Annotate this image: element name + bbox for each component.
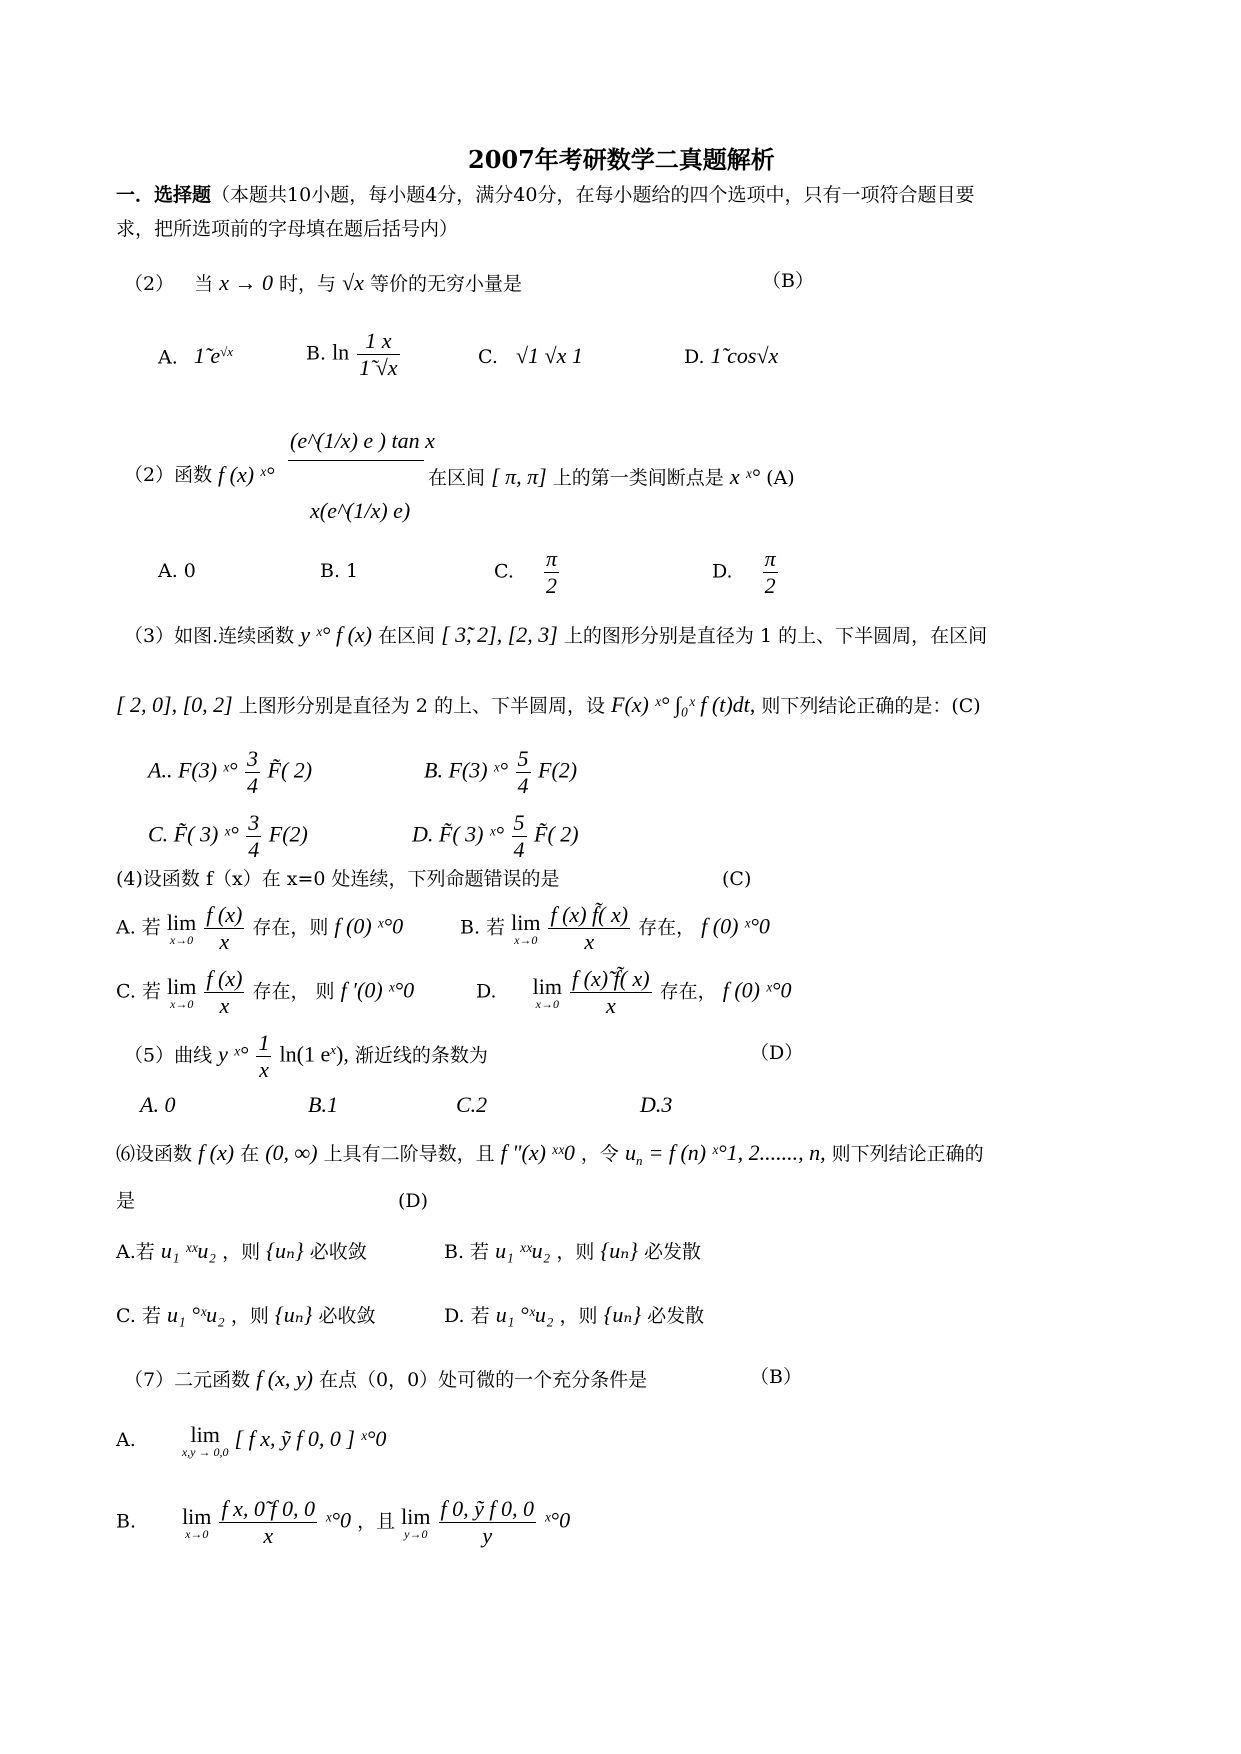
question-1-stem: [124, 272, 522, 294]
q3-opt-b-den: 4: [517, 773, 529, 798]
q3-opt-d-label: D. F̃( 3) ˣ°: [412, 821, 504, 847]
q6-option-a: [116, 1240, 367, 1262]
q7-b-mid: ，且: [357, 1510, 396, 1533]
q1-answer: （B）: [762, 270, 814, 292]
q2-fx: f (x) ˣ°: [218, 462, 275, 487]
q5-stem-b: 渐近线的条数为: [354, 1044, 488, 1067]
q6-answer: (D): [398, 1190, 429, 1212]
q1-opt-a-label: A.: [158, 346, 178, 369]
q6-stem-e: 则下列结论正确的: [831, 1143, 984, 1165]
q6-un: u: [624, 1140, 636, 1165]
q1-opt-c-label: C.: [478, 346, 498, 368]
q7-option-a: [116, 1424, 386, 1458]
q6-stem-line2: 是: [116, 1190, 136, 1212]
q4-c-tail2: f ′(0) ˣ°0: [340, 977, 415, 1003]
q1-opt-b-label: B.: [306, 342, 327, 365]
q1-option-c: [478, 345, 583, 367]
q1-option-b: [306, 330, 402, 379]
q2-stem-b: 在区间: [428, 467, 486, 489]
q4-a-tail2: f (0) ˣ°0: [334, 913, 404, 939]
q6-c-label: C. 若: [116, 1305, 161, 1327]
q4-a-label: A. 若: [116, 916, 161, 939]
q6-un-sub: n: [635, 1152, 643, 1168]
q6-cond: f "(x) ˣˣ0: [500, 1140, 575, 1165]
q3-option-c: [148, 812, 308, 861]
q7-stem-b: 在点（0，0）处可微的一个充分条件是: [318, 1369, 648, 1391]
q4-answer: (C): [722, 868, 752, 890]
q7-b-den: x: [263, 1523, 274, 1548]
q6-stem-a: ⑹设函数: [116, 1143, 193, 1165]
q3-line2-b: 则下列结论正确的是：(C): [761, 695, 981, 717]
q3-line1-b: 在区间: [378, 625, 436, 647]
q6-d-end: 必发散: [647, 1305, 705, 1327]
q2-opt-c-num: π: [545, 546, 557, 571]
q4-stem: (4)设函数 f（x）在 x=0 处连续，下列命题错误的是: [116, 868, 560, 890]
q7-b-num2: f 0, ỹ f 0, 0: [440, 1496, 535, 1521]
q6-b-cond: u₁ ˣˣu₂: [495, 1238, 551, 1263]
q7-b-num: f x, 0̃ f 0, 0: [221, 1496, 315, 1521]
q3-option-d: [412, 812, 579, 861]
q4-d-tail1: 存在，: [659, 980, 717, 1003]
q2-opt-d-label: D.: [712, 560, 733, 583]
q3-opt-c-den: 4: [248, 837, 260, 862]
q4-d-tail2: f (0) ˣ°0: [722, 977, 792, 1003]
q3-opt-a-den: 4: [247, 773, 259, 798]
q6-c-tail: ，则: [230, 1305, 269, 1327]
q5-math-sup: x: [330, 1042, 336, 1058]
q4-option-a: [116, 904, 403, 953]
q6-d-label: D. 若: [444, 1305, 490, 1327]
q3-opt-d-num: 5: [513, 810, 525, 835]
q6-c-cond: u₁ °ˣu₂: [167, 1302, 225, 1327]
q3-line2: [116, 694, 981, 716]
q3-line2-math: F(x) ˣ° ∫₀ˣ f (t)dt,: [611, 692, 756, 717]
q6-b-set: {uₙ}: [600, 1238, 638, 1263]
q4-a-sub: x→0: [169, 932, 194, 947]
q1-stem-c: 等价的无穷小量是: [369, 273, 522, 295]
q7-a-expr: [ f x, ỹ f 0, 0 ] ˣ°0: [234, 1426, 387, 1451]
q4-c-den: x: [219, 993, 230, 1018]
q5-math-close: ),: [336, 1041, 349, 1067]
q3-line1-c: 上的图形分别是直径为 1 的上、下半圆周，在区间: [563, 625, 988, 647]
q7-answer: （B）: [750, 1366, 802, 1388]
q6-a-cond: u₁ ˣˣu₂: [160, 1238, 217, 1263]
q3-opt-d-tail: F̃( 2): [534, 821, 579, 847]
q2-xeq: x ˣ°: [729, 464, 761, 489]
q4-a-num: f (x): [206, 902, 243, 927]
q3-line1-a: （3）如图.连续函数: [124, 625, 295, 647]
q6-d-cond: u₁ °ˣu₂: [495, 1302, 554, 1327]
q6-stem-c: 上具有二阶导数，且: [323, 1143, 495, 1165]
q5-answer: （D）: [750, 1042, 804, 1064]
q3-line2-a: 上图形分别是直径为 2 的上、下半圆周，设: [238, 695, 605, 717]
q6-fx: f (x): [198, 1140, 235, 1165]
q6-stem-d: ，令: [580, 1143, 619, 1165]
q7-fxy: f (x, y): [256, 1366, 313, 1391]
q3-opt-d-den: 4: [513, 837, 525, 862]
q4-b-tail2: f (0) ˣ°0: [701, 913, 770, 939]
q3-line1: [124, 624, 987, 646]
q6-un-eq: = f (n) ˣ°1, 2......., n,: [648, 1140, 826, 1165]
q4-option-b: [460, 904, 770, 953]
q2-answer: (A): [766, 467, 795, 489]
q1-opt-a-sup: √x: [220, 344, 233, 359]
q3-option-a: [148, 748, 312, 797]
q4-c-sub: x→0: [170, 996, 194, 1011]
q4-b-label: B. 若: [460, 916, 506, 939]
page-title: 2007年考研数学二真题解析: [468, 145, 775, 174]
q6-c-end: 必收敛: [318, 1305, 376, 1327]
q4-b-num: f (x) f̃( x): [550, 902, 629, 927]
q6-a-end: 必收敛: [309, 1241, 367, 1263]
q6-stem: [116, 1142, 984, 1167]
q3-opt-c-label: C. F̃( 3) ˣ°: [148, 821, 239, 847]
q5-math-y: y ˣ°: [218, 1041, 249, 1067]
q3-opt-b-num: 5: [517, 746, 529, 771]
q4-d-label: D.: [476, 980, 497, 1003]
q7-b-sub: x→0: [185, 1526, 209, 1541]
q5-math-tail: ln(1 e: [279, 1041, 331, 1067]
q3-opt-a-label: A.. F(3) ˣ°: [148, 757, 238, 783]
q6-c-set: {uₙ}: [274, 1302, 313, 1327]
q2-numerator: (e^(1/x) e ) tan x: [290, 428, 435, 453]
q5-option-c: C.2: [456, 1092, 488, 1117]
q7-a-lim: lim: [190, 1422, 220, 1447]
q7-b-lim2: lim: [401, 1503, 431, 1529]
q3-opt-b-label: B. F(3) ˣ°: [424, 757, 509, 783]
q2-stem-c: 上的第一类间断点是: [552, 467, 724, 489]
q1-opt-c-expr: √1 √x 1: [515, 343, 583, 368]
section-desc-line1: （本题共10小题，每小题4分，满分40分，在每小题给的四个选项中，只有一项符合题目要: [211, 184, 975, 206]
q1-math-a: x → 0: [219, 270, 273, 295]
q7-b-sub2: y→0: [404, 1526, 428, 1541]
q3-opt-b-tail: F(2): [538, 757, 578, 783]
q3-line1-math: y ˣ° f (x): [300, 622, 372, 647]
q7-stem: [124, 1368, 647, 1390]
q4-option-d: [476, 968, 792, 1017]
q1-stem-a: 当: [194, 273, 214, 295]
q5-stem: [124, 1032, 488, 1081]
q4-d-sub: x→0: [535, 996, 559, 1011]
q3-opt-c-num: 3: [248, 810, 260, 835]
q6-a-label: A.若: [116, 1241, 155, 1263]
q5-frac-num: 1: [258, 1030, 270, 1055]
q6-b-tail: ，则: [556, 1241, 595, 1263]
q5-option-a: A. 0: [140, 1092, 176, 1117]
q6-stem-b: 在: [240, 1143, 260, 1165]
q2-opt-c-label: C.: [494, 560, 514, 583]
q6-a-set: {uₙ}: [266, 1238, 304, 1263]
q2-option-d: [712, 548, 780, 597]
q2-option-a: A. 0: [158, 560, 196, 582]
q6-option-c: [116, 1304, 376, 1326]
q6-option-b: [444, 1240, 701, 1262]
q2-interval: [ π, π]: [491, 464, 547, 489]
q1-opt-b-denominator: 1̃ √x: [359, 355, 398, 380]
q6-option-d: [444, 1304, 704, 1326]
section-heading: 一．选择题: [116, 184, 212, 206]
q7-b-eq: ˣ°0: [325, 1507, 352, 1533]
q5-frac-den: x: [259, 1057, 269, 1082]
q4-d-lim: lim: [532, 973, 562, 999]
q5-stem-a: （5）曲线: [124, 1044, 213, 1067]
q7-option-b: [116, 1498, 570, 1547]
q7-a-sub: x,y → 0,0: [181, 1445, 229, 1459]
q4-a-lim: lim: [166, 909, 197, 935]
q2-denominator: x(e^(1/x) e): [310, 498, 411, 523]
q2-fraction-bar: [288, 460, 424, 461]
section-description: [116, 186, 974, 205]
q1-opt-b-ln: ln: [332, 339, 350, 365]
q7-b-lim: lim: [182, 1503, 212, 1529]
q5-option-b: B.1: [308, 1092, 338, 1117]
q5-option-d: D.3: [640, 1092, 673, 1117]
q6-d-set: {uₙ}: [603, 1302, 642, 1327]
section-desc-line2: 求，把所选项前的字母填在题后括号内）: [116, 218, 459, 240]
q2-number: （2）函数: [124, 464, 213, 486]
q4-c-tail1: 存在， 则: [252, 980, 335, 1003]
q4-b-lim: lim: [511, 909, 541, 935]
q1-option-d: [684, 345, 778, 367]
q6-d-tail: ，则: [559, 1305, 598, 1327]
q2-option-c: [494, 548, 561, 597]
q1-opt-d-expr: 1̃ cos√x: [710, 343, 779, 368]
q6-a-tail: ，则: [222, 1241, 261, 1263]
q4-c-lim: lim: [167, 973, 197, 999]
q4-b-den: x: [584, 929, 595, 954]
q7-b-eq2: ˣ°0: [544, 1507, 571, 1533]
q1-number: （2）: [124, 273, 175, 295]
q4-d-den: x: [605, 993, 616, 1018]
q2-interval-text: [428, 466, 795, 488]
q4-c-label: C. 若: [116, 980, 161, 1003]
q1-opt-a-expr: 1̃ e: [193, 343, 221, 369]
q4-a-tail1: 存在，则: [252, 916, 329, 939]
q3-line2-interval: [ 2, 0], [0, 2]: [116, 692, 233, 717]
q2-opt-c-den: 2: [545, 573, 557, 598]
q3-opt-a-num: 3: [247, 746, 259, 771]
q4-b-tail1: 存在，: [638, 916, 696, 939]
q1-math-b: √x: [342, 270, 364, 295]
q1-stem-b: 时，与: [279, 273, 337, 295]
q1-opt-d-label: D.: [684, 346, 705, 368]
q7-b-den2: y: [482, 1523, 493, 1548]
q2-opt-d-num: π: [764, 546, 776, 571]
q4-d-num: f (x)̃ f̃( x): [572, 966, 650, 991]
q7-b-label: B.: [116, 1510, 137, 1533]
q6-interval: (0, ∞): [265, 1140, 318, 1165]
q3-opt-c-tail: F(2): [268, 821, 308, 847]
q4-a-den: x: [219, 929, 230, 954]
q6-b-end: 必发散: [643, 1241, 701, 1263]
q2-option-b: B. 1: [320, 560, 359, 582]
q3-option-b: [424, 748, 577, 797]
q7-a-label: A.: [116, 1429, 136, 1451]
q3-line1-interval: [ 3̃, 2], [2, 3]: [441, 622, 558, 647]
q4-c-num: f (x): [206, 966, 243, 991]
q1-opt-b-numerator: 1 x: [357, 330, 399, 355]
q6-b-label: B. 若: [444, 1241, 490, 1263]
q4-option-c: [116, 968, 414, 1017]
q7-stem-a: （7）二元函数: [124, 1369, 251, 1391]
q1-option-a: [158, 345, 233, 367]
q2-opt-d-den: 2: [764, 573, 776, 598]
q4-b-sub: x→0: [514, 932, 538, 947]
q3-opt-a-tail: F̃( 2): [267, 757, 313, 783]
